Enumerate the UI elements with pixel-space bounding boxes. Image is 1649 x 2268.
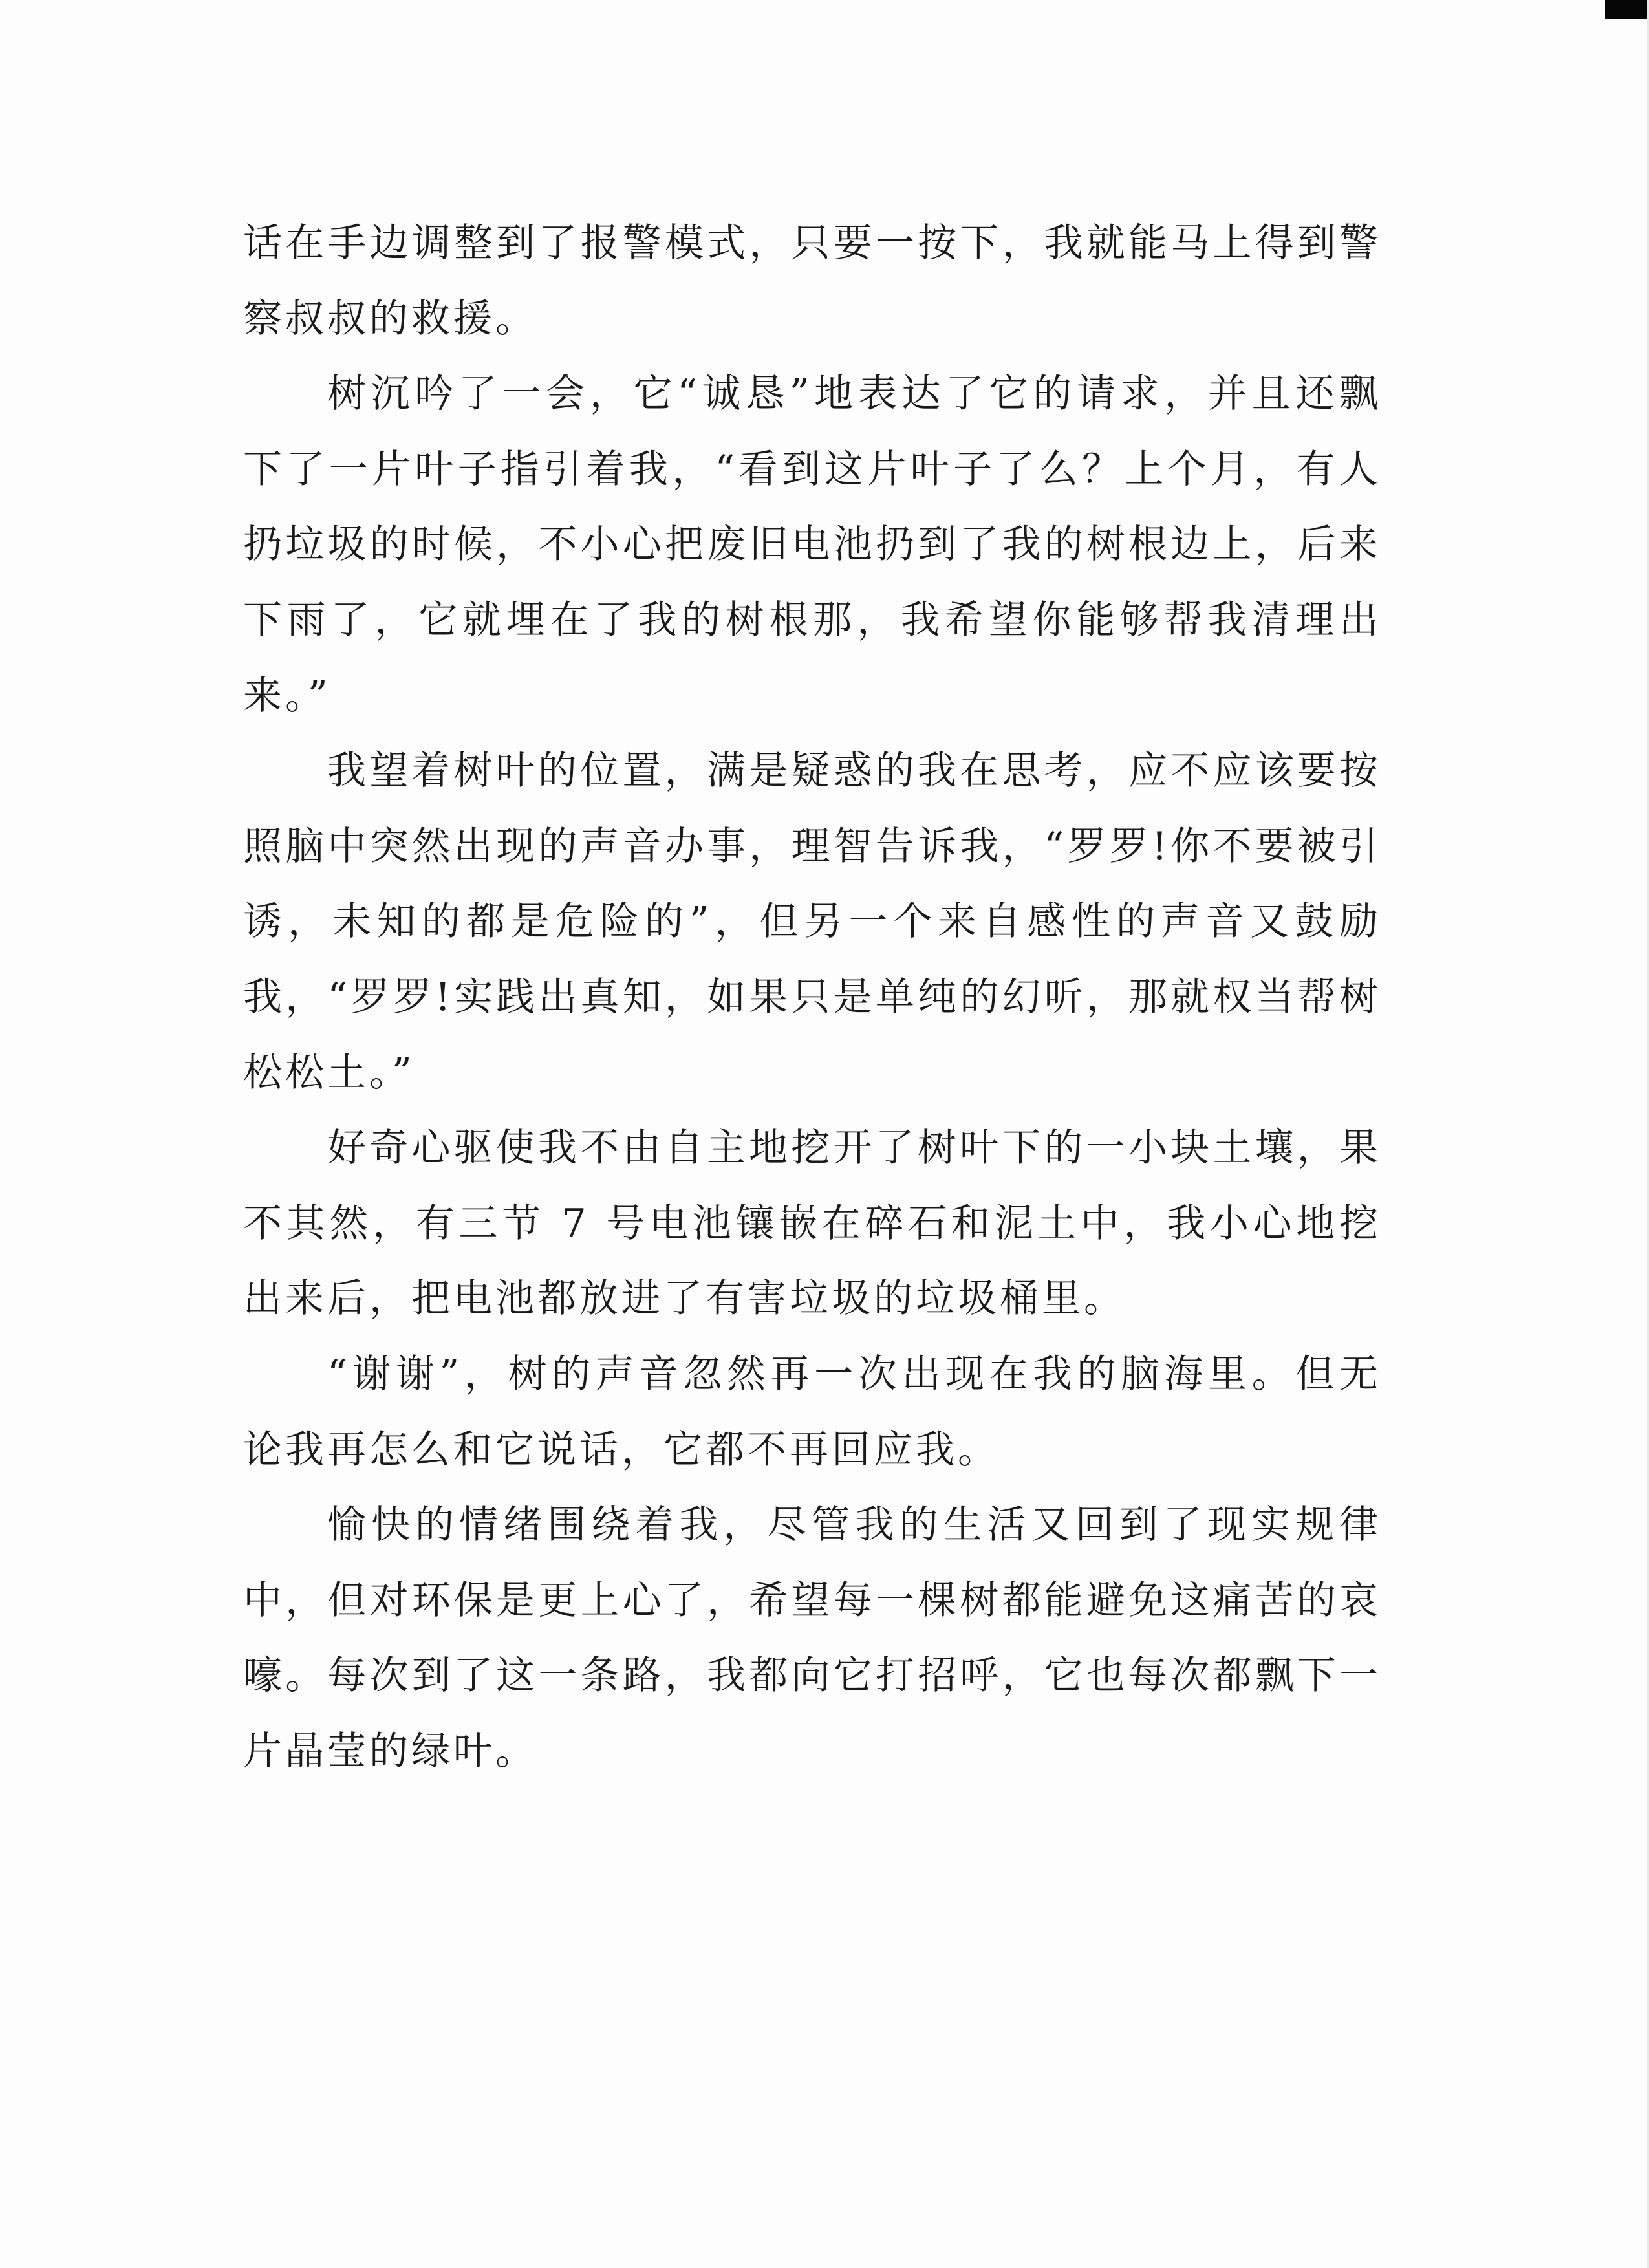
paragraph-tree-request: 树沉吟了一会，它“诚恳”地表达了它的请求，并且还飘下了一片叶子指引着我，“看到这片叶子了么？上个月，有人扔垃圾的时候，不小心把废旧电池扔到了我的树根边上，后来下雨了，它就埋在了我的树根那，我希望你能够帮我清理出来。”	[243, 371, 1381, 718]
paragraph-thanks: “谢谢”，树的声音忽然再一次出现在我的脑海里。但无论我再怎么和它说话，它都不再回应我。	[243, 1351, 1381, 1473]
paragraph-digging: 好奇心驱使我不由自主地挖开了树叶下的一小块土壤，果不其然，有三节 7 号电池镶嵌在碎石和泥土中，我小心地挖出来后，把电池都放进了有害垃圾的垃圾桶里。	[243, 1125, 1381, 1322]
paragraph-conclusion: 愉快的情绪围绕着我，尽管我的生活又回到了现实规律中，但对环保是更上心了，希望每一棵树都能避免这痛苦的哀嚎。每次到了这一条路，我都向它打招呼，它也每次都飘下一片晶莹的绿叶。	[243, 1502, 1381, 1774]
scan-corner-mark	[1605, 0, 1649, 19]
paragraph-hesitation: 我望着树叶的位置，满是疑惑的我在思考，应不应该要按照脑中突然出现的声音办事，理智告诉我，“罗罗!你不要被引诱，未知的都是危险的”，但另一个来自感性的声音又鼓励我，“罗罗!实践出真知，如果只是单纯的幻听，那就权当帮树松松土。”	[243, 748, 1381, 1096]
document-body	[243, 206, 1381, 1789]
paragraph-continuation: 话在手边调整到了报警模式，只要一按下，我就能马上得到警察叔叔的救援。	[243, 221, 1381, 341]
